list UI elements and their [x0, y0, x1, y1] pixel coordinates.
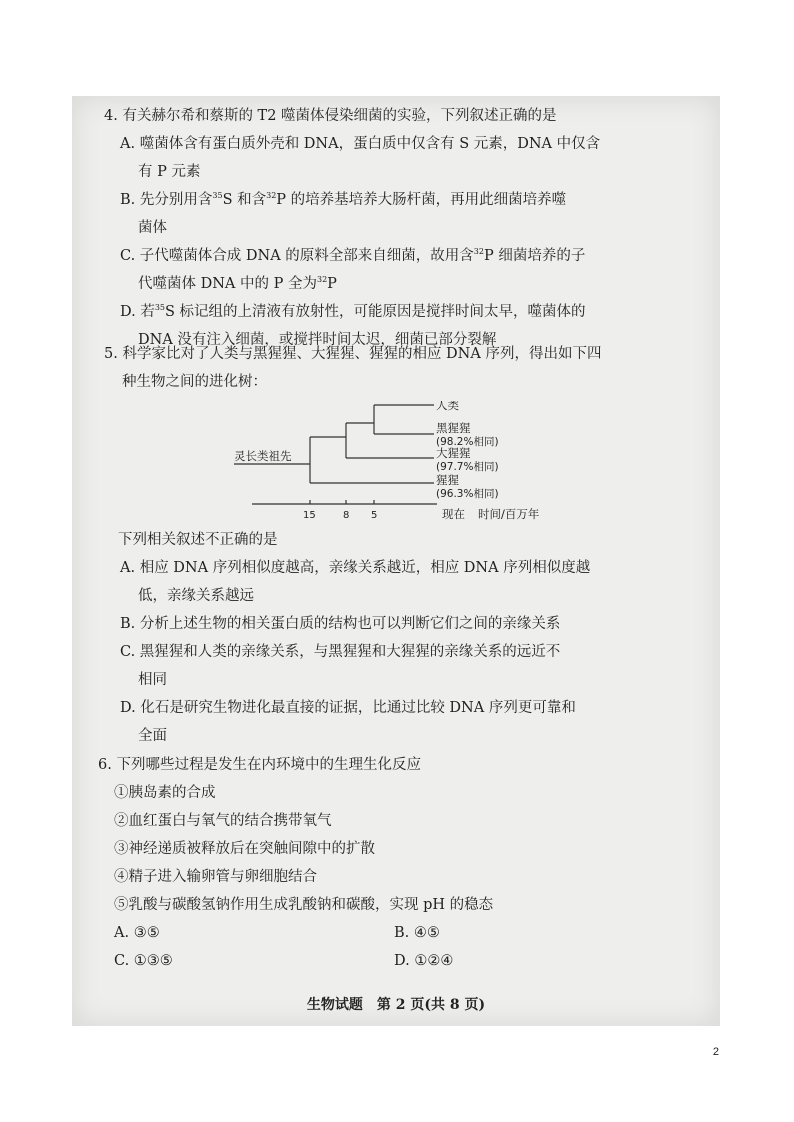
isotope-sup: 35 [212, 191, 223, 201]
label-gorilla-similarity: (97.7%相同) [436, 461, 499, 473]
q6-option-d: D. ①②④ [394, 953, 454, 969]
q4-b-text: P 的培养基培养大肠杆菌，再用此细菌培养噬 [276, 192, 567, 208]
q4-c2-text: 代噬菌体 DNA 中的 P 全为 [138, 276, 317, 292]
q6-option-c: C. ①③⑤ [114, 953, 173, 969]
q4-option-c-cont [104, 270, 694, 298]
question-6 [98, 751, 694, 975]
q4-c-text: P 细菌培养的子 [483, 248, 586, 264]
q6-option-a: A. ③⑤ [114, 925, 160, 941]
label-gorilla: 大猩猩 [436, 446, 471, 460]
q5-option-a-cont: 低，亲缘关系越远 [138, 588, 254, 604]
isotope-sup: 32 [316, 275, 328, 285]
q4-option-d [104, 298, 694, 326]
q6-stem: 6. 下列哪些过程是发生在内环境中的生理生化反应 [98, 757, 421, 773]
isotope-sup: 32 [473, 247, 484, 257]
label-ancestor: 灵长类祖先 [234, 449, 292, 463]
q6-item-3: ③神经递质被释放后在突触间隙中的扩散 [114, 841, 375, 857]
q4-d-text: S 标记组的上清液有放射性，可能原因是搅拌时间太早，噬菌体的 [165, 304, 586, 320]
q4-option-b [104, 186, 694, 214]
q4-c2-text: P [327, 276, 337, 292]
tick-label-8: 8 [343, 510, 350, 521]
q4-option-b-cont: 菌体 [138, 220, 167, 236]
q4-option-a-cont: 有 P 元素 [138, 164, 201, 180]
q5-option-b: B. 分析上述生物的相关蛋白质的结构也可以判断它们之间的亲缘关系 [120, 616, 561, 632]
q5-option-a: A. 相应 DNA 序列相似度越高，亲缘关系越近，相应 DNA 序列相似度越 [120, 560, 591, 576]
q5-option-d-cont: 全面 [138, 728, 167, 744]
label-chimp-similarity: (98.2%相同) [436, 436, 499, 448]
q4-b-text: B. 先分别用含 [120, 192, 213, 208]
question-4 [104, 102, 694, 354]
q6-options-row-1 [98, 919, 694, 947]
q5-prompt: 下列相关叙述不正确的是 [118, 532, 278, 548]
tick-label-15: 15 [303, 510, 316, 521]
q6-item-2: ②血红蛋白与氧气的结合携带氧气 [114, 813, 332, 829]
q6-options-row-2 [98, 947, 694, 975]
label-now: 现在 [442, 507, 465, 521]
q4-option-d-cont: DNA 没有注入细菌，或搅拌时间太迟，细菌已部分裂解 [138, 332, 497, 348]
q6-item-4: ④精子进入输卵管与卵细胞结合 [114, 869, 317, 885]
axis-label-time: 时间/百万年 [478, 507, 540, 521]
q5-option-c: C. 黑猩猩和人类的亲缘关系，与黑猩猩和大猩猩的亲缘关系的远近不 [120, 644, 561, 660]
label-orangutan-similarity: (96.3%相同) [436, 488, 499, 500]
question-5-stem [104, 340, 694, 396]
scanned-exam-page [72, 96, 720, 1026]
page-number: 2 [712, 1046, 719, 1058]
tick-label-5: 5 [371, 510, 378, 521]
q4-c-text: C. 子代噬菌体合成 DNA 的原料全部来自细菌，故用含 [120, 248, 474, 264]
evolution-tree-svg [222, 401, 552, 531]
question-5-options [104, 526, 694, 750]
q4-b-text: S 和含 [222, 192, 267, 208]
label-human: 人类 [436, 401, 459, 412]
isotope-sup: 32 [266, 191, 277, 201]
page-footer: 生物试题 第 2 页(共 8 页) [306, 997, 486, 1013]
q5-stem-line1: 5. 科学家比对了人类与黑猩猩、大猩猩、猩猩的相应 DNA 序列，得出如下四 [104, 346, 602, 362]
q4-option-a [104, 130, 694, 158]
q6-item-5: ⑤乳酸与碳酸氢钠作用生成乳酸钠和碳酸，实现 pH 的稳态 [114, 897, 494, 913]
q4-option-c [104, 242, 694, 270]
q5-option-d: D. 化石是研究生物进化最直接的证据，比通过比较 DNA 序列更可靠和 [120, 700, 576, 716]
label-chimp: 黑猩猩 [436, 421, 471, 435]
q4-option-a-line1: A. 噬菌体含有蛋白质外壳和 DNA，蛋白质中仅含有 S 元素，DNA 中仅含 [120, 136, 601, 152]
q6-option-b: B. ④⑤ [394, 925, 440, 941]
q5-option-c-cont: 相同 [138, 672, 167, 688]
q4-d-text: D. 若 [120, 304, 155, 320]
evolution-tree-diagram [222, 401, 552, 535]
label-orangutan: 猩猩 [436, 473, 459, 487]
q6-item-1: ①胰岛素的合成 [114, 785, 216, 801]
isotope-sup: 35 [154, 303, 166, 313]
q4-stem: 4. 有关赫尔希和蔡斯的 T2 噬菌体侵染细菌的实验，下列叙述正确的是 [104, 108, 557, 124]
q5-stem-line2: 种生物之间的进化树： [122, 374, 267, 390]
